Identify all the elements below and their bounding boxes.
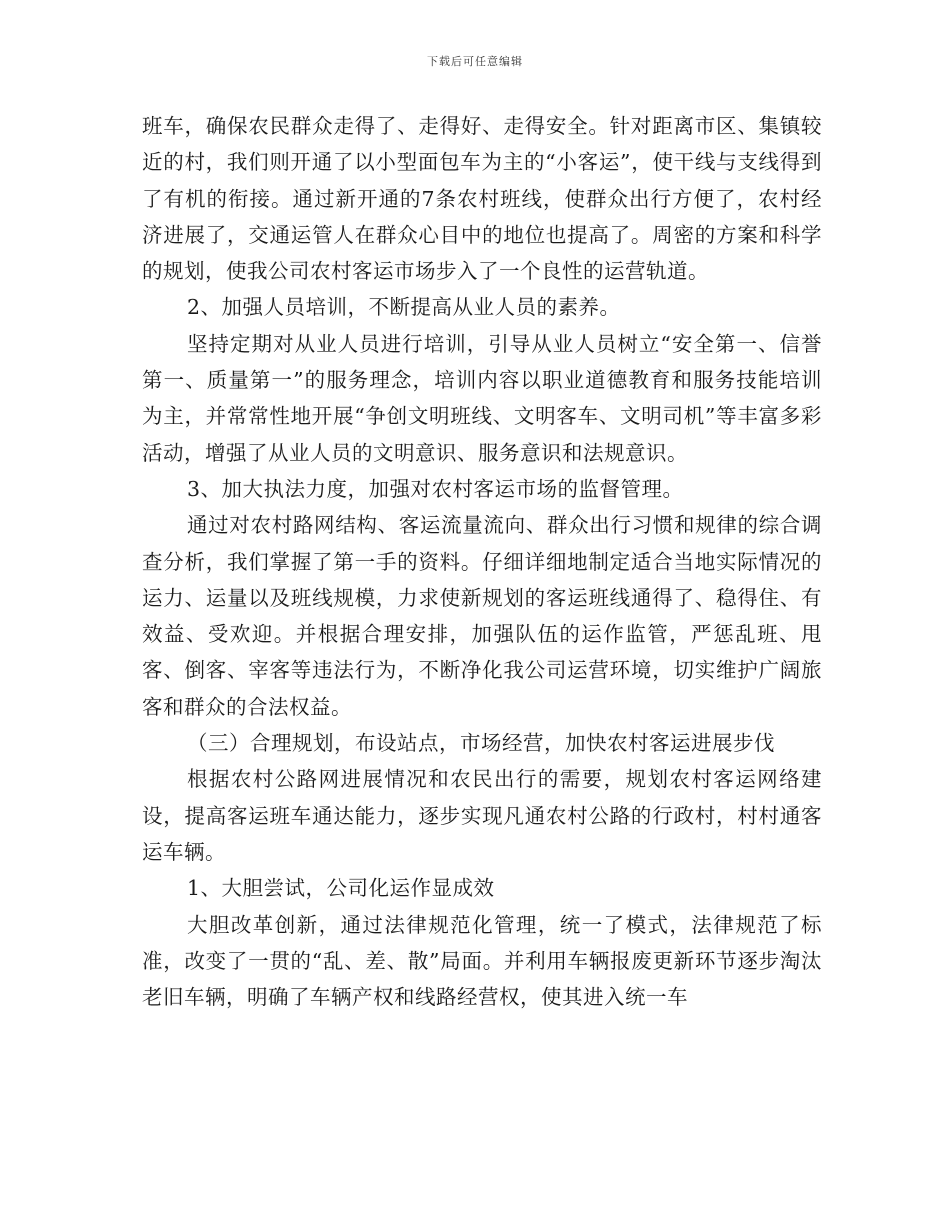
page-header: 下载后可任意编辑: [427, 55, 523, 68]
paragraph-company: 大胆改革创新，通过法律规范化管理，统一了模式，法律规范了标准，改变了一贯的“乱、差、散”局面。并利用车辆报废更新环节逐步淘汰老旧车辆，明确了车辆产权和线路经营权，使其进入统一车: [142, 912, 822, 1010]
section-heading-training: 2、加强人员培训，不断提高从业人员的素养。: [187, 295, 621, 320]
section-heading-enforcement: 3、加大执法力度，加强对农村客运市场的监督管理。: [187, 476, 684, 501]
paragraph-enforcement: 通过对农村路网结构、客运流量流向、群众出行习惯和规律的综合调查分析，我们掌握了第一手的资料。仔细详细地制定适合当地实际情况的运力、运量以及班线规模，力求使新规划的客运班线通得了、稳得住、有效益、受欢迎。并根据合理安排，加强队伍的运作监管，严惩乱班、甩客、倒客、宰客等违法行为，不断净化我公司运营环境，切实维护广阔旅客和群众的合法权益。: [142, 513, 822, 719]
section-heading-company: 1、大胆尝试，公司化运作显成效: [187, 876, 495, 901]
paragraph-continuation: 班车，确保农民群众走得了、走得好、走得安全。针对距离市区、集镇较近的村，我们则开通了以小型面包车为主的“小客运”，使干线与支线得到了有机的衔接。通过新开通的7条农村班线，使群众出行方便了，农村经济进展了，交通运管人在群众心目中的地位也提高了。周密的方案和科学的规划，使我公司农村客运市场步入了一个良性的运营轨道。: [142, 114, 822, 284]
paragraph-training: 坚持定期对从业人员进行培训，引导从业人员树立“安全第一、信誉第一、质量第一”的服务理念，培训内容以职业道德教育和服务技能培训为主，并常常性地开展“争创文明班线、文明客车、文明司机”等丰富多彩活动，增强了从业人员的文明意识、服务意识和法规意识。: [142, 331, 822, 465]
paragraph-planning: 根据农村公路网进展情况和农民出行的需要，规划农村客运网络建设，提高客运班车通达能力，逐步实现凡通农村公路的行政村，村村通客运车辆。: [142, 767, 822, 864]
section-heading-planning: （三）合理规划，布设站点，市场经营，加快农村客运进展步伐: [187, 731, 775, 756]
document-body: [142, 108, 822, 1015]
